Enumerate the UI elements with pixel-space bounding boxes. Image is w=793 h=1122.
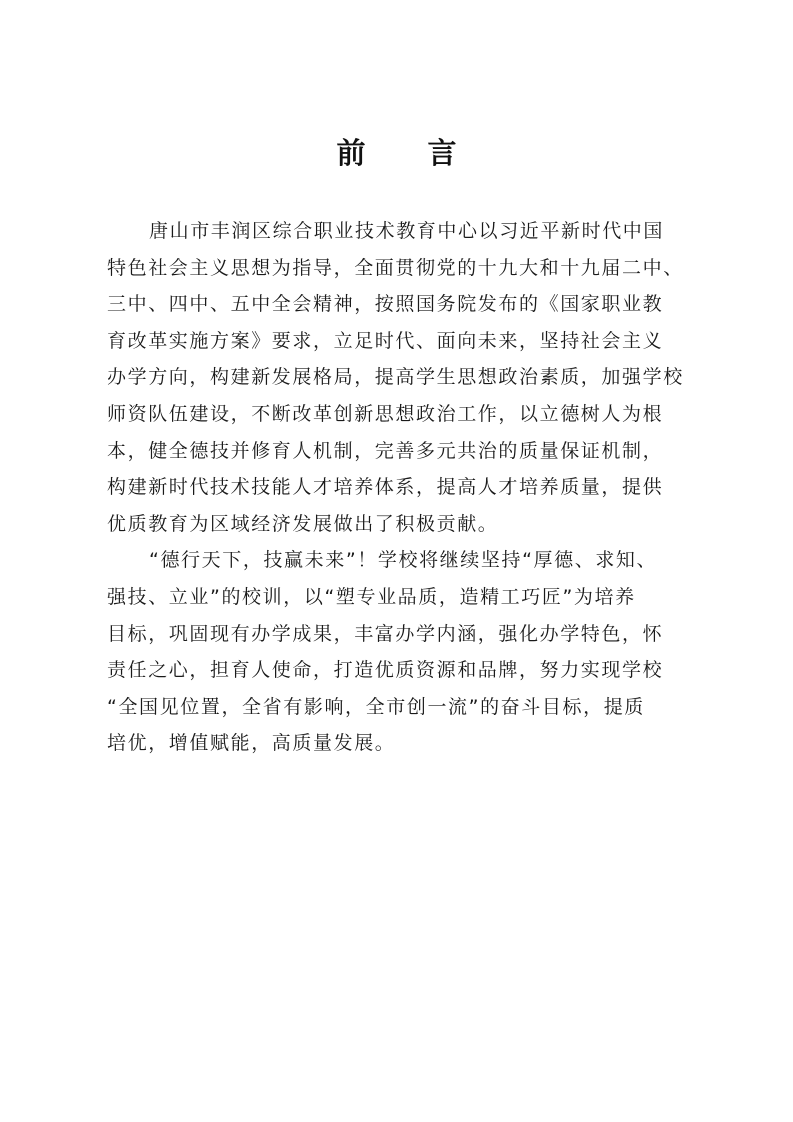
text-line: 责任之心，担育人使命，打造优质资源和品牌，努力实现学校: [107, 659, 664, 682]
text-line: 师资队伍建设，不断改革创新思想政治工作，以立德树人为根: [107, 402, 664, 425]
text-line: 构建新时代技术技能人才培养体系，提高人才培养质量，提供: [107, 476, 664, 499]
page-title: 前 言: [336, 136, 483, 170]
text-line: 育改革实施方案》要求，立足时代、面向未来，坚持社会主义: [107, 329, 664, 352]
paragraph-2: [107, 542, 687, 762]
text-line: 三中、四中、五中全会精神，按照国务院发布的《国家职业教: [107, 293, 664, 316]
text-line: “全国见位置，全省有影响，全市创一流”的奋斗目标，提质: [107, 695, 645, 718]
body-text: [107, 213, 687, 762]
text-line: 办学方向，构建新发展格局，提高学生思想政治素质，加强学校: [107, 366, 684, 389]
text-line: 优质教育为区域经济发展做出了积极贡献。: [107, 512, 499, 535]
text-line: 唐山市丰润区综合职业技术教育中心以习近平新时代中国: [149, 220, 665, 242]
text-line: “德行天下，技赢未来”！学校将继续坚持“厚德、求知、: [149, 549, 658, 572]
text-line: 强技、立业”的校训，以“塑专业品质，造精工巧匠”为培养: [107, 585, 636, 608]
text-line: 培优，增值赋能，高质量发展。: [107, 732, 396, 755]
paragraph-1: [107, 213, 687, 542]
text-line: 本，健全德技并修育人机制，完善多元共治的质量保证机制，: [107, 439, 664, 462]
text-line: 目标，巩固现有办学成果，丰富办学内涵，强化办学特色，怀: [107, 622, 664, 645]
text-line: 特色社会主义思想为指导，全面贯彻党的十九大和十九届二中、: [107, 256, 684, 279]
